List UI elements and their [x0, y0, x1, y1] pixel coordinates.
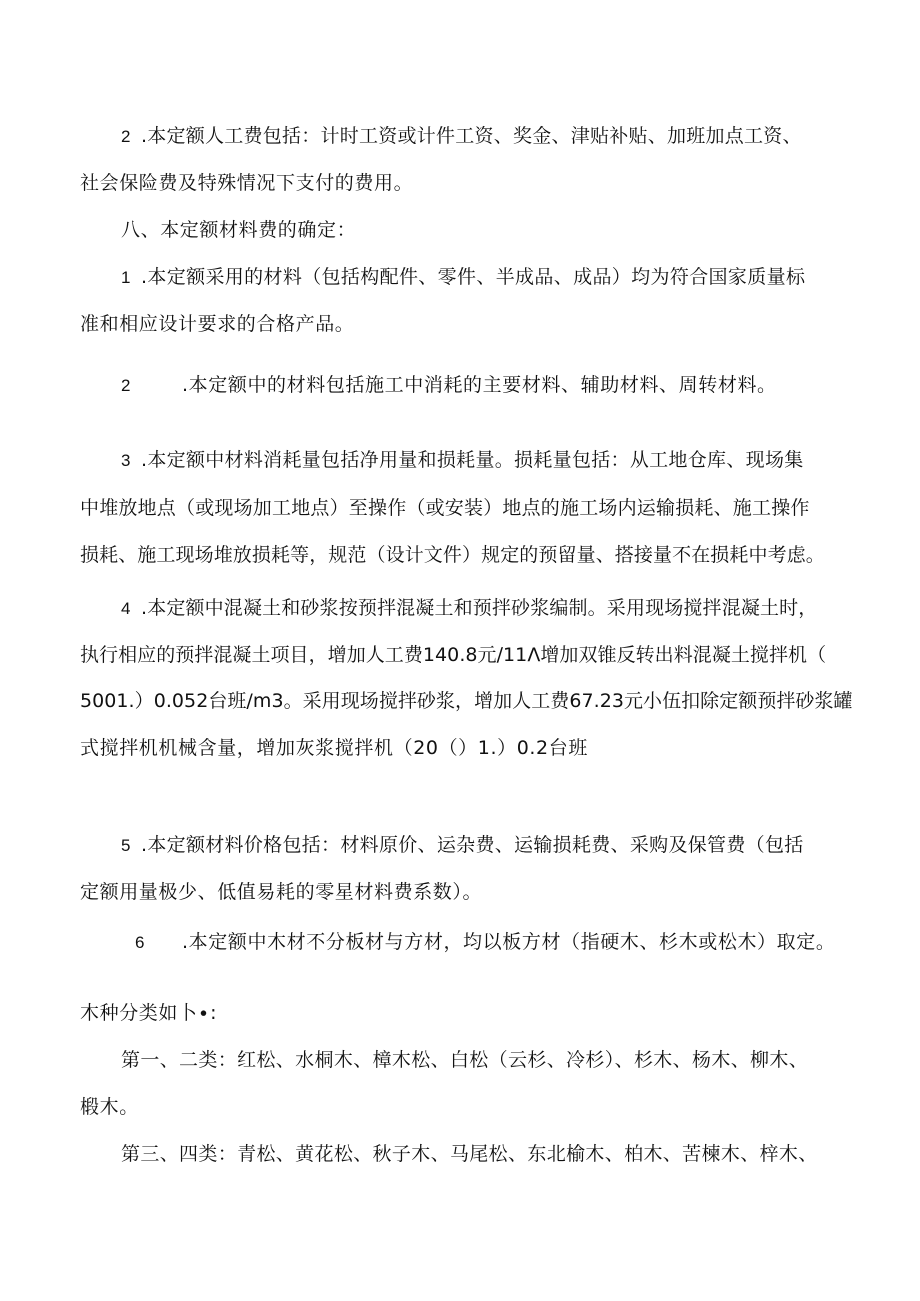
paragraph-text: .本定额人工费包括：计时工资或计件工资、奖金、津贴补贴、加班加点工资、	[141, 125, 802, 147]
wood-class-text: 第一、二类：红松、水桐木、樟木松、白松（云杉、冷杉）、杉木、杨木、柳木、	[121, 1049, 809, 1071]
paragraph-text: 定额用量极少、低值易耗的零星材料费系数）。	[80, 881, 483, 903]
wood-class-text: 第三、四类：青松、黄花松、秋子木、马尾松、东北榆木、柏木、苦楝木、梓木、	[121, 1143, 818, 1165]
paragraph-text: 式搅拌机机械含量，增加灰浆搅拌机（20（）1.）0.2台班	[80, 737, 588, 759]
paragraph-number: 2	[121, 376, 132, 395]
paragraph-text: 中堆放地点（或现场加工地点）至操作（或安装）地点的施工场内运输损耗、施工操作	[80, 497, 810, 519]
paragraph-text: .本定额采用的材料（包括构配件、零件、半成品、成品）均为符合国家质量标	[141, 266, 806, 288]
paragraph-number: 3	[121, 451, 132, 470]
paragraph-number: 1	[121, 268, 132, 287]
wood-classification-heading: 木种分类如卜∙:	[80, 1002, 218, 1024]
paragraph-text: 准和相应设计要求的合格产品。	[80, 313, 355, 335]
paragraph-text: .本定额中木材不分板材与方材，均以板方材（指硬木、杉木或松木）取定。	[182, 931, 836, 953]
paragraph-text: .本定额中混凝土和砂浆按预拌混凝土和预拌砂浆编制。采用现场搅拌混凝土时，	[141, 597, 818, 619]
paragraph-number: 2	[121, 127, 132, 146]
paragraph-text: .本定额中的材料包括施工中消耗的主要材料、辅助材料、周转材料。	[182, 374, 777, 396]
paragraph-text: .本定额中材料消耗量包括净用量和损耗量。损耗量包括：从工地仓库、现场集	[141, 449, 804, 471]
paragraph-text: .本定额材料价格包括：材料原价、运杂费、运输损耗费、采购及保管费（包括	[141, 834, 804, 856]
paragraph-text: 执行相应的预拌混凝土项目，增加人工费140.8元∕11Λ增加双锥反转出料混凝土搅拌机（	[80, 644, 827, 666]
paragraph-text: 损耗、施工现场堆放损耗等，规范（设计文件）规定的预留量、搭接量不在损耗中考虑。	[80, 544, 825, 566]
paragraph-number: 5	[121, 836, 132, 855]
paragraph-number: 4	[121, 599, 132, 618]
paragraph-text: 5001.）0.052台班/m3。采用现场搅拌砂浆，增加人工费67.23元小伍扣除定额预拌砂浆罐	[80, 690, 853, 712]
paragraph-number: 6	[135, 933, 146, 952]
section-heading: 八、本定额材料费的确定：	[121, 219, 357, 241]
wood-class-text: 椴木。	[80, 1096, 139, 1118]
paragraph-text: 社会保险费及特殊情况下支付的费用。	[80, 172, 414, 194]
